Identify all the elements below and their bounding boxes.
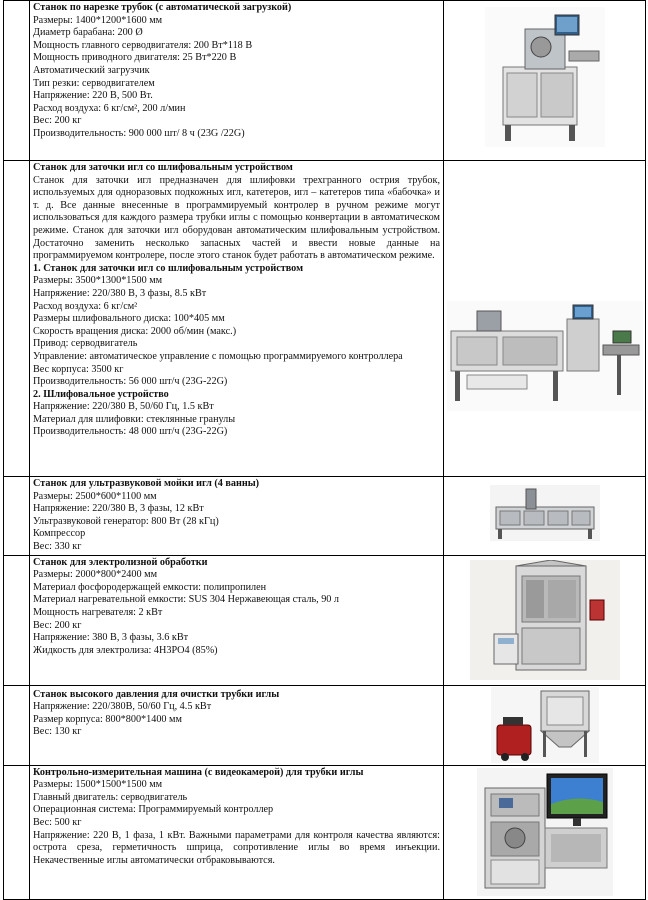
spec-line: Производительность: 48 000 шт/ч (23G-22G) (33, 426, 228, 438)
machine-title: Станок для заточки игл со шлифовальным устройством (33, 162, 293, 173)
machine-title: Станок высокого давления для очистки трубки иглы (33, 688, 280, 700)
row-description (30, 477, 444, 556)
spec-line: Компрессор (33, 528, 86, 540)
spec-line: Главный двигатель: серводвигатель (33, 791, 188, 803)
table-row (4, 477, 646, 556)
row-description (30, 1, 444, 161)
table-row (4, 555, 646, 685)
spec-line: Вес: 330 кг (33, 540, 82, 552)
spec-line: Размеры шлифовального диска: 100*405 мм (33, 313, 225, 325)
spec-line: Размеры: 2000*800*2400 мм (33, 569, 158, 581)
subsection-title: 1. Станок для заточки игл со шлифовальным устройством (33, 262, 304, 274)
spec-line: Вес: 130 кг (33, 726, 82, 738)
needle-grinding-machine-photo (447, 301, 643, 411)
spec-line: Управление: автоматическое управление с помощью программируемого контроллера (33, 350, 403, 362)
equipment-spec-table (3, 0, 646, 900)
table-row (4, 1, 646, 161)
row-description (30, 765, 444, 899)
machine-title: Станок для ультразвуковой мойки игл (4 ванны) (33, 478, 260, 489)
spec-line: Операционная система: Программируемый контроллер (33, 804, 274, 816)
spec-line: Скорость вращения диска: 2000 об/мин (макс.) (33, 325, 237, 337)
spec-line: Напряжение: 220/380 В, 3 фазы, 8.5 кВт (33, 287, 207, 299)
spec-line: Напряжение: 220 В, 500 Вт. (33, 90, 153, 102)
spec-line: Размеры: 1500*1500*1500 мм (33, 779, 163, 791)
spec-line: Мощность главного серводвигателя: 200 Вт*118 В (33, 39, 253, 51)
spec-line: Привод: серводвигатель (33, 338, 138, 350)
description-paragraph: Напряжение: 220 В, 1 фаза, 1 кВт. Важными параметрами для контроля качества являются: острота среза, герметичность шприца, сопротивление иглы во время инъекции. Некачественные иглы автоматически отбраковываются. (33, 829, 440, 866)
row-description (30, 555, 444, 685)
table-row (4, 765, 646, 899)
subsection-title: 2. Шлифовальное устройство (33, 388, 169, 400)
spec-line: Ультразвуковой генератор: 800 Вт (28 кГц) (33, 515, 219, 527)
spec-line: Напряжение: 220/380В, 50/60 Гц, 4.5 кВт (33, 701, 212, 713)
video-inspection-machine-photo (477, 768, 613, 896)
spec-line: Тип резки: серводвигателем (33, 77, 155, 89)
machine-title: Станок по нарезке трубок (с автоматической загрузкой) (33, 2, 292, 13)
spec-line: Вес: 500 кг (33, 816, 82, 828)
row-description (30, 161, 444, 477)
spec-line: Расход воздуха: 6 кг/см² (33, 300, 138, 312)
table-row (4, 161, 646, 477)
electrolysis-machine-photo (470, 560, 620, 680)
description-paragraph: Станок для заточки игл предназначен для шлифовки трехгранного острия трубок, используемых для одноразовых подкожных игл, катетеров, игл – катетеров типа «бабочка» и т. д. Все данные внесенные в программируемый контролер в ручном режиме могут использоваться для каждого размера трубки иглы с помощью конвертации в автоматическом режиме. Станок для заточки игл оборудован автоматическим шлифовальным устройством. Достаточно заменить несколько запасных частей и ввести новые данные на программируемом контролере, после этого станок будет работать в автоматическом режиме. (33, 174, 440, 262)
row-description (30, 685, 444, 765)
spec-line: Вес: 200 кг (33, 115, 82, 127)
spec-line: Материал нагревательной емкости: SUS 304 Нержавеющая сталь, 90 л (33, 594, 340, 606)
spec-line: Вес: 200 кг (33, 619, 82, 631)
spec-line: Расход воздуха: 6 кг/см², 200 л/мин (33, 102, 186, 114)
spec-line: Производительность: 900 000 шт/ 8 ч (23G /22G) (33, 127, 245, 139)
spec-line: Мощность приводного двигателя: 25 Вт*220 В (33, 52, 237, 64)
machine-title: Станок для электролизной обработки (33, 556, 208, 568)
spec-line: Размеры: 1400*1200*1600 мм (33, 14, 163, 26)
spec-line: Автоматический загрузчик (33, 64, 150, 76)
machine-title: Контрольно-измерительная машина (с видеокамерой) для трубки иглы (33, 766, 364, 778)
high-pressure-cleaner-photo (491, 687, 599, 763)
spec-line: Размер корпуса: 800*800*1400 мм (33, 713, 182, 725)
spec-line: Размеры: 2500*600*1100 мм (33, 490, 157, 502)
ultrasonic-washer-photo (490, 485, 600, 541)
spec-line: Мощность нагревателя: 2 кВт (33, 606, 163, 618)
spec-line: Напряжение: 220/380 В, 50/60 Гц, 1.5 кВт (33, 401, 214, 413)
table-row (4, 685, 646, 765)
spec-line: Размеры: 3500*1300*1500 мм (33, 275, 163, 287)
spec-line: Материал для шлифовки: стеклянные гранулы (33, 413, 236, 425)
spec-line: Напряжение: 380 В, 3 фазы, 3.6 кВт (33, 632, 189, 644)
tube-cutting-machine-photo (485, 7, 605, 147)
spec-line: Жидкость для электролиза: 4H3PO4 (85%) (33, 644, 218, 656)
spec-line: Производительность: 56 000 шт/ч (23G-22G) (33, 376, 228, 388)
spec-line: Вес корпуса: 3500 кг (33, 363, 124, 375)
spec-line: Напряжение: 220/380 В, 3 фазы, 12 кВт (33, 503, 204, 515)
spec-line: Диаметр барабана: 200 Ø (33, 27, 143, 39)
spec-line: Материал фосфородержащей емкости: полипропилен (33, 581, 267, 593)
